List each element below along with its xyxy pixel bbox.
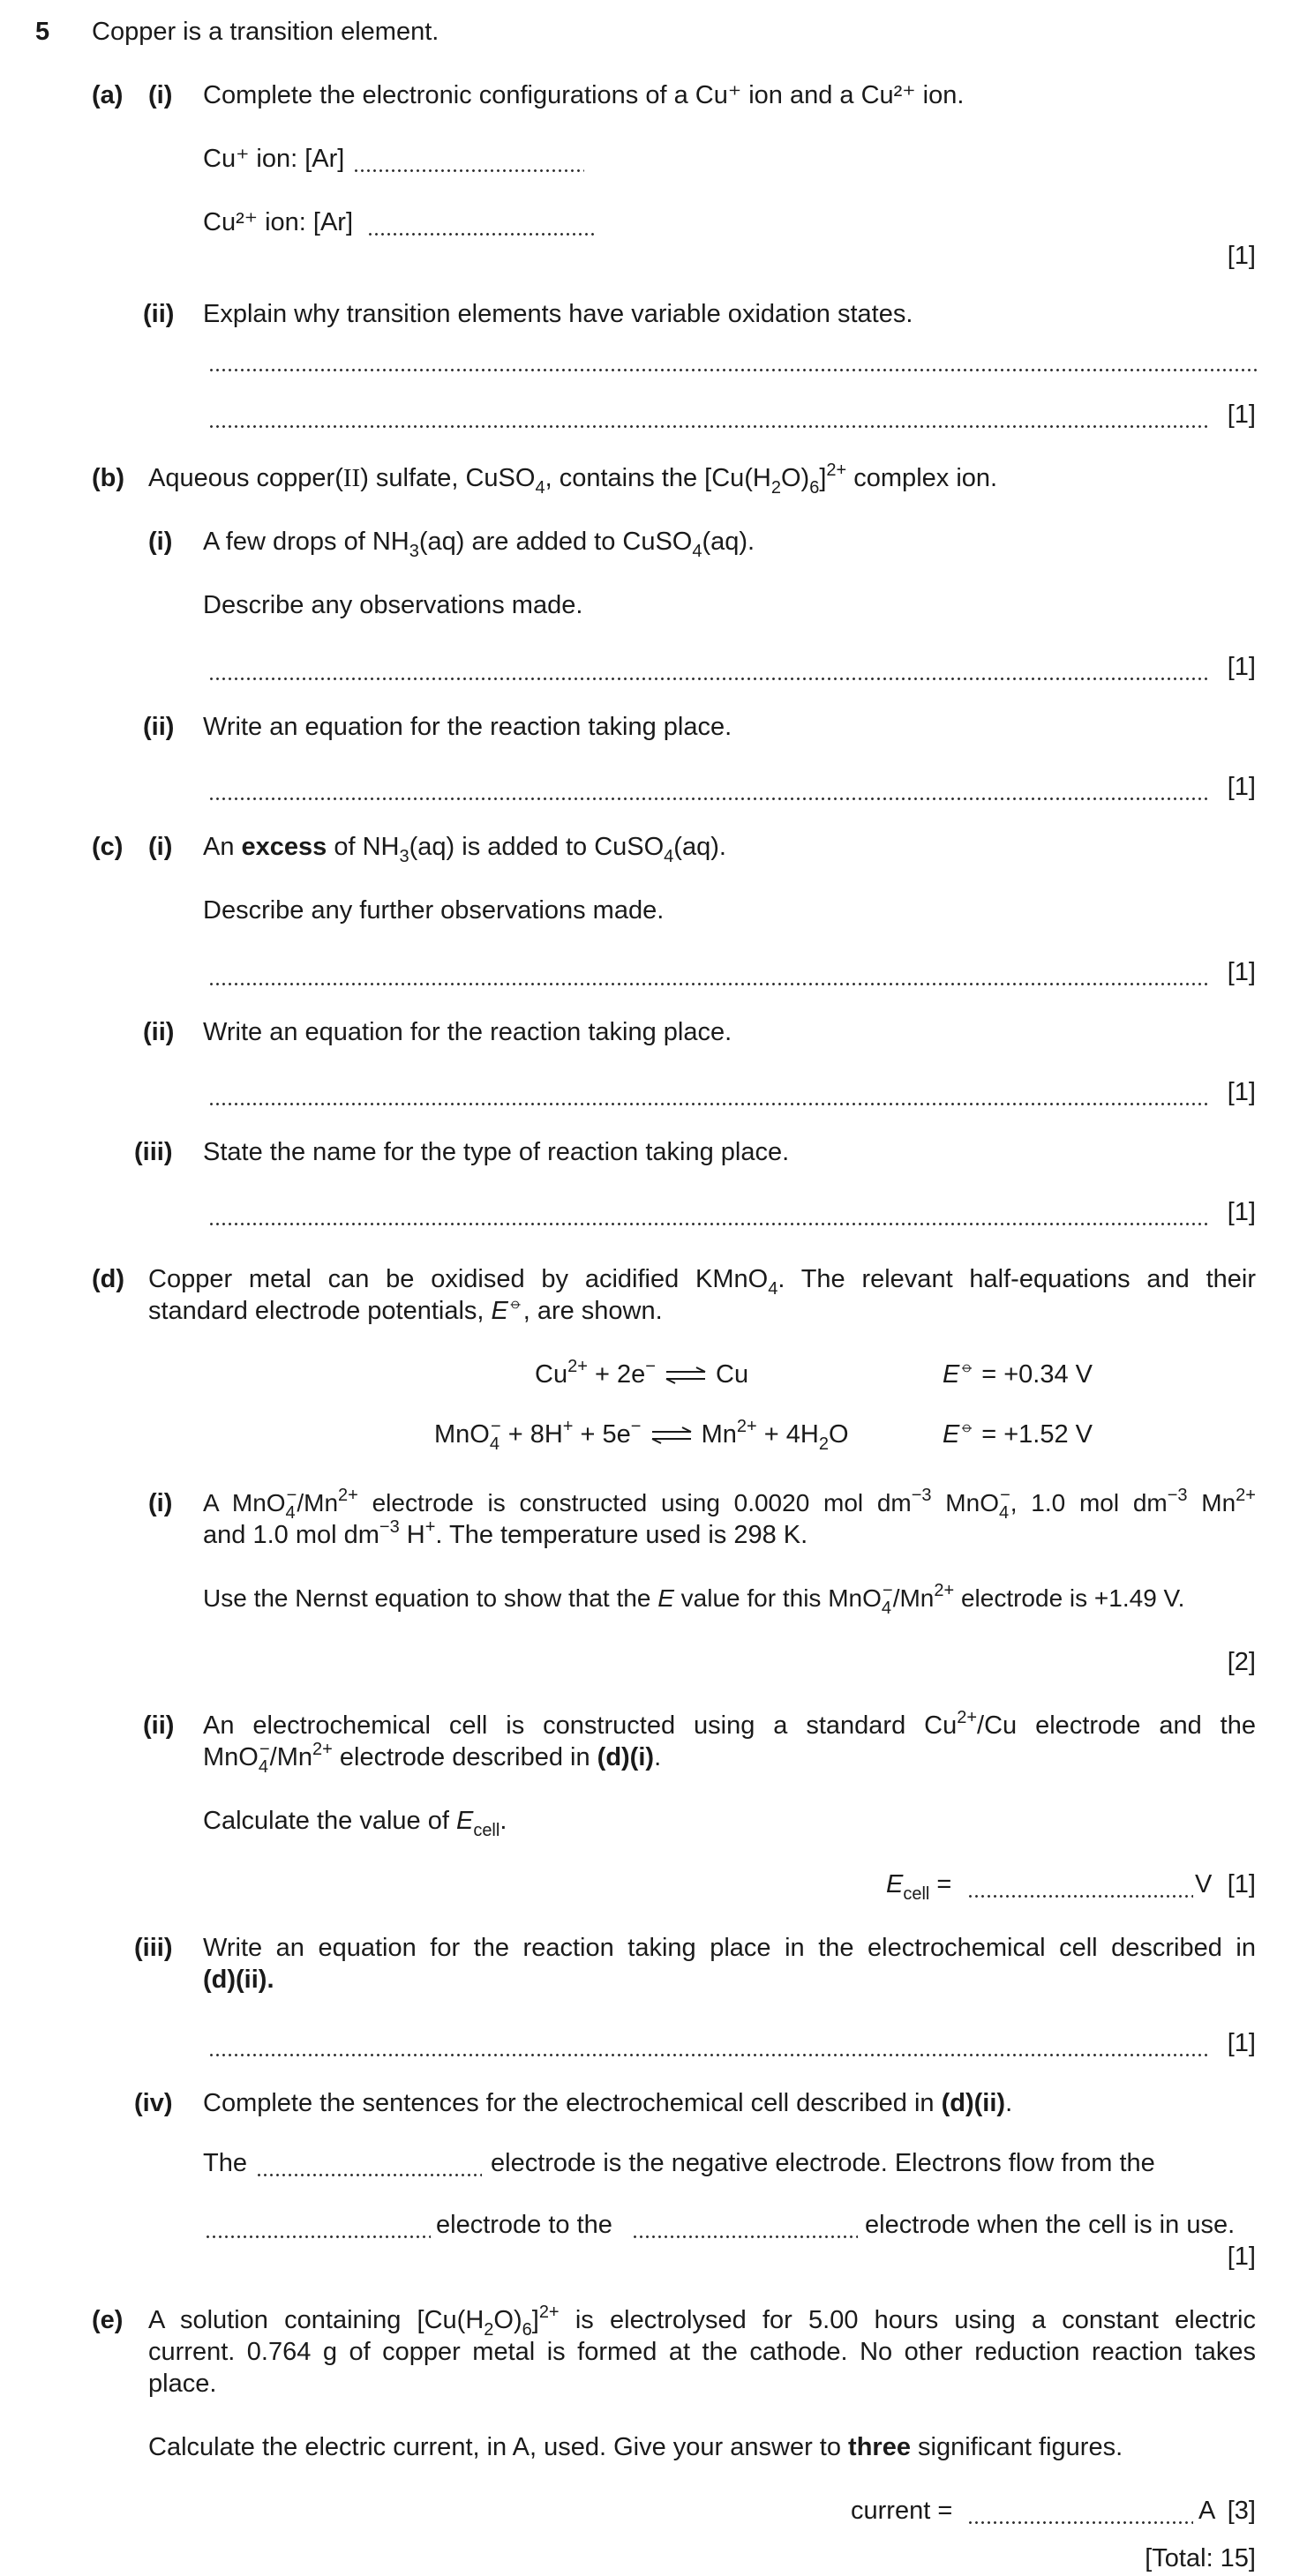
part-d-iii-answer-line[interactable] bbox=[208, 2027, 1211, 2059]
part-c-i-mark: [1] bbox=[1227, 958, 1256, 986]
part-c-iii-label: (iii) bbox=[134, 1138, 173, 1166]
part-a-ii-mark: [1] bbox=[1227, 401, 1256, 429]
part-d-ii-line-1: An electrochemical cell is constructed using a standard $Cu^{2+}/Cu$ electrode and the bbox=[203, 1708, 1256, 1740]
part-b-i-label: (i) bbox=[148, 528, 173, 556]
ecell-answer-line[interactable] bbox=[967, 1868, 1193, 1900]
part-e-line-2: current. 0.764 g of copper metal is formed at the cathode. No other reduction reaction takes bbox=[148, 2338, 1256, 2366]
part-d-iii-line-2: (d)(ii). bbox=[203, 1966, 274, 1994]
part-c-iii-prompt: State the name for the type of reaction taking place. bbox=[203, 1138, 790, 1166]
part-b-ii-mark: [1] bbox=[1227, 773, 1256, 801]
total-marks: [Total: 15] bbox=[1145, 2544, 1256, 2572]
part-d-iii-line-1: Write an equation for the reaction taking place in the electrochemical cell described in bbox=[203, 1934, 1256, 1962]
part-c-label: (c) bbox=[92, 833, 124, 861]
current-answer-label: current = bbox=[851, 2497, 953, 2525]
ecell-answer-label: $E_{cell}$ = bbox=[886, 1870, 952, 1904]
part-a-i-label: (i) bbox=[148, 81, 173, 109]
part-b-i-mark: [1] bbox=[1227, 653, 1256, 681]
half-equation-manganate: MnO$_4$− + 8H+ + 5e− $Mn^{2+} + 4H_2O$ bbox=[434, 1417, 849, 1454]
part-d-stem-line-2: standard electrode potentials, E⦵, are shown. bbox=[148, 1293, 663, 1325]
part-d-stem-line-1: Copper metal can be oxidised by acidified KMnO$_4$. The relevant half-equations and their bbox=[148, 1265, 1256, 1299]
part-c-i-prompt2: Describe any further observations made. bbox=[203, 896, 665, 925]
part-d-ii-line-2: $MnO_4^-/Mn^{2+}$ electrode described in (d)(i). bbox=[203, 1740, 662, 1777]
part-d-iv-mark: [1] bbox=[1227, 2243, 1256, 2271]
part-a-ii-answer-line-1[interactable] bbox=[208, 342, 1258, 374]
part-a-ii-label: (ii) bbox=[143, 300, 175, 328]
electron-source-answer-line[interactable] bbox=[205, 2209, 431, 2241]
ecell-unit: V bbox=[1195, 1870, 1213, 1898]
part-d-iv-s2-end: electrode when the cell is in use. bbox=[865, 2211, 1236, 2239]
part-a-i-prompt: Complete the electronic configurations of a Cu⁺ ion and a Cu²⁺ ion. bbox=[203, 81, 965, 109]
part-a-label: (a) bbox=[92, 81, 124, 109]
part-c-i-prompt: An excess of $NH_3(aq)$ is added to CuSO$_4$(aq). bbox=[203, 833, 726, 866]
part-d-iv-label: (iv) bbox=[134, 2089, 173, 2117]
part-c-ii-label: (ii) bbox=[143, 1018, 175, 1046]
part-d-i-mark: [2] bbox=[1227, 1648, 1256, 1676]
part-b-i-prompt2: Describe any observations made. bbox=[203, 591, 583, 619]
part-c-ii-mark: [1] bbox=[1227, 1078, 1256, 1106]
part-d-iv-prompt: Complete the sentences for the electrochemical cell described in (d)(ii). bbox=[203, 2089, 1013, 2117]
half-equation-copper: $Cu^{2+} + 2e^-$ Cu bbox=[535, 1357, 749, 1389]
part-c-iii-mark: [1] bbox=[1227, 1198, 1256, 1226]
part-d-iv-s1-end: electrode is the negative electrode. Electrons flow from the bbox=[491, 2149, 1155, 2177]
question-number: 5 bbox=[35, 18, 50, 46]
part-d-ii-label: (ii) bbox=[143, 1711, 175, 1740]
part-b-ii-label: (ii) bbox=[143, 713, 175, 741]
part-e-line-1: A solution containing $[Cu(H_2O)_6]^{2+}$ is electrolysed for 5.00 hours using a constant electric bbox=[148, 2303, 1256, 2340]
half-equation-copper-potential: E⦵ = +0.34 V bbox=[943, 1357, 1093, 1389]
part-e-line-4 bbox=[148, 2431, 1123, 2463]
part-d-label: (d) bbox=[92, 1265, 125, 1293]
part-d-i-line-2: and 1.0 mol $dm^{-3}$ H+. The temperature used is 298 K. bbox=[203, 1517, 808, 1549]
part-d-ii-mark: [1] bbox=[1227, 1870, 1256, 1898]
part-d-iii-mark: [1] bbox=[1227, 2029, 1256, 2057]
part-d-i-label: (i) bbox=[148, 1489, 173, 1517]
part-a-ii-answer-line-2[interactable] bbox=[208, 399, 1211, 431]
current-answer-line[interactable] bbox=[967, 2495, 1193, 2527]
part-e-label: (e) bbox=[92, 2306, 124, 2334]
part-c-i-answer-line[interactable] bbox=[208, 956, 1211, 988]
part-d-i-line-1: A $MnO_4^-/Mn^{2+}$ electrode is constructed using 0.0020 mol $dm^{-3}$ MnO$_4$−, 1.0 mol $dm^{-3}$ $Mn^{2+}$ bbox=[203, 1486, 1256, 1523]
electron-destination-answer-line[interactable] bbox=[632, 2209, 858, 2241]
part-e-line-4-emphasis: three bbox=[848, 2433, 911, 2461]
part-b-stem: Aqueous copper(II) sulfate, CuSO$_4$, contains the $[Cu(H_2O)_6]^{2+}$ complex ion. bbox=[148, 461, 998, 498]
current-unit: A bbox=[1198, 2497, 1216, 2525]
question-intro: Copper is a transition element. bbox=[92, 18, 439, 46]
part-e-line-4-start: Calculate the electric current, in A, used. Give your answer to bbox=[148, 2433, 841, 2461]
part-b-i-prompt: A few drops of $NH_3(aq)$ are added to CuSO$_4$(aq). bbox=[203, 528, 755, 561]
part-c-ii-prompt: Write an equation for the reaction taking place. bbox=[203, 1018, 732, 1046]
cu-plus-config-label: Cu⁺ ion: [Ar] bbox=[203, 145, 345, 173]
half-equation-manganate-potential: E⦵ = +1.52 V bbox=[943, 1417, 1093, 1449]
cu-plus-config-answer-line[interactable] bbox=[353, 143, 584, 175]
part-d-ii-line-3: Calculate the value of $E_{cell}$. bbox=[203, 1807, 507, 1840]
cu-2plus-config-answer-line[interactable] bbox=[367, 206, 595, 238]
part-b-ii-prompt: Write an equation for the reaction taking place. bbox=[203, 713, 732, 741]
part-e-line-3: place. bbox=[148, 2370, 217, 2398]
part-a-ii-prompt: Explain why transition elements have variable oxidation states. bbox=[203, 300, 913, 328]
part-e-line-4-end: significant figures. bbox=[918, 2433, 1123, 2461]
part-d-iv-s1-start: The bbox=[203, 2149, 247, 2177]
part-e-mark: [3] bbox=[1227, 2497, 1256, 2525]
part-d-i-line-3: Use the Nernst equation to show that the E value for this $MnO_4^-/Mn^{2+}$ electrode is +1.49 V. bbox=[203, 1581, 1185, 1618]
part-c-ii-answer-line[interactable] bbox=[208, 1076, 1211, 1108]
part-d-iv-s2-middle: electrode to the bbox=[436, 2211, 612, 2239]
part-d-iii-label: (iii) bbox=[134, 1934, 173, 1962]
part-c-i-label: (i) bbox=[148, 833, 173, 861]
part-b-label: (b) bbox=[92, 464, 125, 492]
part-b-ii-answer-line[interactable] bbox=[208, 771, 1211, 803]
part-b-i-answer-line[interactable] bbox=[208, 651, 1211, 683]
part-c-iii-answer-line[interactable] bbox=[208, 1196, 1211, 1228]
negative-electrode-answer-line[interactable] bbox=[256, 2147, 482, 2179]
cu-2plus-config-label: Cu²⁺ ion: [Ar] bbox=[203, 208, 354, 236]
part-a-i-mark: [1] bbox=[1227, 242, 1256, 270]
